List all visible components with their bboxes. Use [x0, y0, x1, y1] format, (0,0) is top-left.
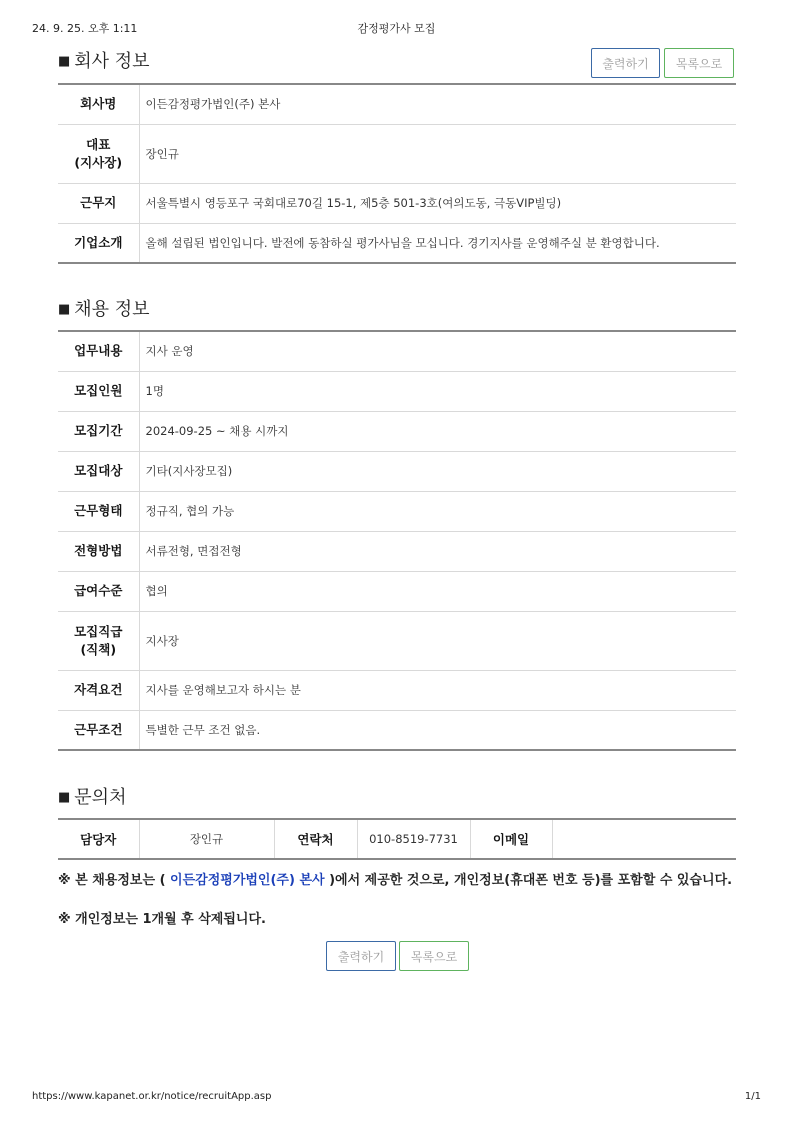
recruit-row-period	[58, 411, 736, 451]
conditions-label: 근무조건	[58, 710, 139, 750]
email-label: 이메일	[470, 819, 552, 859]
employment-type-value: 정규직, 협의 가능	[139, 491, 736, 531]
target-label: 모집대상	[58, 451, 139, 491]
target-value: 기타(지사장모집)	[139, 451, 736, 491]
headcount-value: 1명	[139, 371, 736, 411]
period-label: 모집기간	[58, 411, 139, 451]
page-url: https://www.kapanet.or.kr/notice/recruitApp.asp	[32, 1091, 272, 1102]
company-row-ceo	[58, 124, 736, 183]
headcount-label: 모집인원	[58, 371, 139, 411]
intro-value: 올해 설립된 법인입니다. 발전에 동참하실 평가사님을 모십니다. 경기지사를 운영해주실 분 환영합니다.	[145, 235, 660, 250]
recruit-row-employment-type	[58, 491, 736, 531]
duties-value: 지사 운영	[139, 331, 736, 371]
company-row-name	[58, 84, 736, 124]
document-title: 감정평가사 모집	[357, 22, 436, 35]
notice-company: 이든감정평가법인(주) 본사	[170, 873, 325, 888]
square-bullet-icon: ■	[58, 790, 71, 805]
recruit-row-headcount	[58, 371, 736, 411]
notice-suffix: )에서 제공한 것으로, 개인정보(휴대폰 번호 등)를 포함할 수 있습니다.	[324, 873, 733, 888]
recruit-row-position	[58, 611, 736, 670]
email-value	[552, 819, 736, 859]
phone-label: 연락처	[274, 819, 357, 859]
page-number: 1/1	[744, 1091, 761, 1102]
position-label-line1: 모집직급	[74, 623, 123, 639]
position-value: 지사장	[139, 611, 736, 670]
manager-label: 담당자	[58, 819, 139, 859]
company-section-title	[58, 47, 150, 73]
position-label-line2: (직책)	[80, 641, 117, 657]
salary-value: 협의	[139, 571, 736, 611]
recruit-row-duties	[58, 331, 736, 371]
ceo-value: 장인규	[139, 124, 736, 183]
print-footer	[32, 1091, 761, 1107]
notice-prefix: ※ 본 채용정보는 (	[58, 873, 171, 888]
conditions-value: 특별한 근무 조건 없음.	[145, 722, 261, 737]
deletion-notice: ※ 개인정보는 1개월 후 삭제됩니다.	[58, 912, 266, 927]
print-button-bottom[interactable]: 출력하기	[326, 941, 396, 971]
qualification-label: 자격요건	[58, 670, 139, 710]
ceo-label	[58, 124, 139, 183]
privacy-notice	[58, 871, 738, 891]
qualification-value: 지사를 운영해보고자 하시는 분	[139, 670, 736, 710]
print-header	[32, 20, 761, 36]
print-date: 24. 9. 25. 오후 1:11	[32, 22, 138, 35]
recruit-row-salary	[58, 571, 736, 611]
company-name-value: 이든감정평가법인(주) 본사	[139, 84, 736, 124]
recruit-info-table	[58, 330, 736, 751]
company-section-title-text: 회사 정보	[74, 51, 150, 72]
position-label	[58, 611, 139, 670]
list-button-bottom[interactable]: 목록으로	[399, 941, 469, 971]
recruit-row-qualification	[58, 670, 736, 710]
print-button-top[interactable]: 출력하기	[591, 48, 660, 78]
period-value: 2024-09-25 ~ 채용 시까지	[139, 411, 736, 451]
location-label: 근무지	[58, 183, 139, 223]
square-bullet-icon: ■	[58, 54, 71, 69]
contact-table	[58, 818, 736, 860]
ceo-label-line2: (지사장)	[74, 154, 123, 170]
salary-label: 급여수준	[58, 571, 139, 611]
recruit-row-selection	[58, 531, 736, 571]
recruit-section-title-text: 채용 정보	[74, 299, 150, 320]
recruit-section-title	[58, 295, 150, 321]
contact-section-title-text: 문의처	[74, 787, 127, 808]
contact-section-title	[58, 783, 126, 809]
location-value: 서울특별시 영등포구 국회대로70길 15-1, 제5층 501-3호(여의도동, 극동VIP빌딩)	[139, 183, 736, 223]
company-row-intro	[58, 223, 736, 263]
employment-type-label: 근무형태	[58, 491, 139, 531]
ceo-label-line1: 대표	[86, 136, 111, 152]
phone-value: 010-8519-7731	[357, 819, 470, 859]
recruit-row-target	[58, 451, 736, 491]
company-name-label: 회사명	[58, 84, 139, 124]
recruit-row-conditions	[58, 710, 736, 750]
manager-value: 장인규	[139, 819, 274, 859]
list-button-top[interactable]: 목록으로	[664, 48, 734, 78]
selection-value: 서류전형, 면접전형	[139, 531, 736, 571]
company-row-location	[58, 183, 736, 223]
selection-label: 전형방법	[58, 531, 139, 571]
square-bullet-icon: ■	[58, 302, 71, 317]
contact-row	[58, 819, 736, 859]
company-info-table	[58, 83, 736, 264]
intro-label: 기업소개	[58, 223, 139, 263]
duties-label: 업무내용	[58, 331, 139, 371]
